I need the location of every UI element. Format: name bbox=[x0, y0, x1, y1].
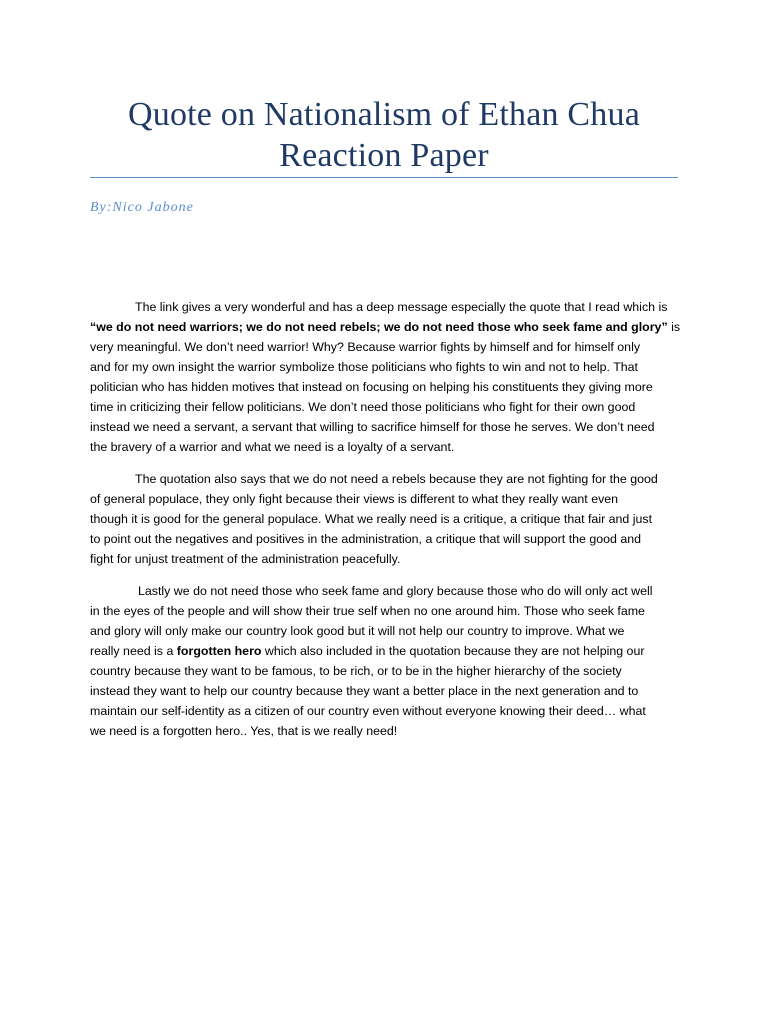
paragraph-3 bbox=[90, 581, 678, 741]
paragraph-2-line-4: to point out the negatives and positives in the administration, a critique that will support the good and bbox=[90, 532, 642, 546]
paragraph-3-line-6: instead they want to help our country because they want a better place in the next generation and to bbox=[90, 684, 639, 698]
paragraph-1-line-7: instead we need a servant, a servant that willing to sacrifice himself for those he serves. We don’t need bbox=[90, 420, 655, 434]
text-segment: The link gives a very wonderful and has a deep message especially the quote that I read which is bbox=[135, 300, 668, 314]
paragraph-3-line-1 bbox=[90, 581, 678, 601]
emphasized-text: forgotten hero bbox=[176, 644, 262, 658]
paragraph-1-line-2 bbox=[90, 317, 681, 337]
paragraph-3-line-4 bbox=[90, 641, 678, 661]
document-body bbox=[90, 297, 681, 753]
title-line-1: Quote on Nationalism of Ethan Chua bbox=[128, 96, 640, 133]
document-title bbox=[90, 94, 678, 176]
paragraph-3-line-5: country because they want to be famous, to be rich, or to be in the higher hierarchy of the society bbox=[90, 664, 622, 678]
paragraph-2-line-1 bbox=[90, 469, 678, 489]
paragraph-1 bbox=[90, 297, 681, 457]
paragraph-3-line-2: in the eyes of the people and will show their true self when no one around him. Those who seek fame bbox=[90, 604, 645, 618]
paragraph-3-line-8: we need is a forgotten hero.. Yes, that is we really need! bbox=[90, 724, 398, 738]
quoted-text: “we do not need warriors; we do not need rebels; we do not need those who seek fame and glory” bbox=[90, 320, 668, 334]
text-segment: is bbox=[667, 320, 681, 334]
paragraph-3-line-7: maintain our self-identity as a citizen of our country even without everyone knowing their deed… what bbox=[90, 704, 646, 718]
paragraph-1-line-3: very meaningful. We don’t need warrior! Why? Because warrior fights by himself and for himself only bbox=[90, 340, 641, 354]
paragraph-1-line-8: the bravery of a warrior and what we need is a loyalty of a servant. bbox=[90, 440, 455, 454]
text-segment: really need is a bbox=[90, 644, 177, 658]
paragraph-2-line-2: of general populace, they only fight because their views is different to what they really want even bbox=[90, 492, 619, 506]
paragraph-3-line-3: and glory will only make our country look good but it will not help our country to improve. What we bbox=[90, 624, 625, 638]
text-segment: Lastly we do not need those who seek fame and glory because those who do will only act well bbox=[138, 584, 653, 598]
text-segment: which also included in the quotation because they are not helping our bbox=[261, 644, 645, 658]
author-byline: By:Nico Jabone bbox=[90, 200, 194, 215]
paragraph-2 bbox=[90, 469, 678, 569]
paragraph-1-line-6: time in criticizing their fellow politicians. We don’t need those politicians who fight for their own good bbox=[90, 400, 636, 414]
paragraph-1-line-5: politician who has hidden motives that instead on focusing on helping his constituents they giving more bbox=[90, 380, 653, 394]
paragraph-2-line-5: fight for unjust treatment of the administration peacefully. bbox=[90, 552, 401, 566]
paragraph-1-line-1 bbox=[90, 297, 678, 317]
title-divider bbox=[90, 177, 678, 178]
paragraph-1-line-4: and for my own insight the warrior symbolize those politicians who fights to win and not to help. That bbox=[90, 360, 638, 374]
paragraph-2-line-3: though it is good for the general populace. What we really need is a critique, a critique that fair and just bbox=[90, 512, 653, 526]
title-line-2: Reaction Paper bbox=[279, 137, 489, 174]
text-segment: The quotation also says that we do not need a rebels because they are not fighting for the good bbox=[135, 472, 658, 486]
